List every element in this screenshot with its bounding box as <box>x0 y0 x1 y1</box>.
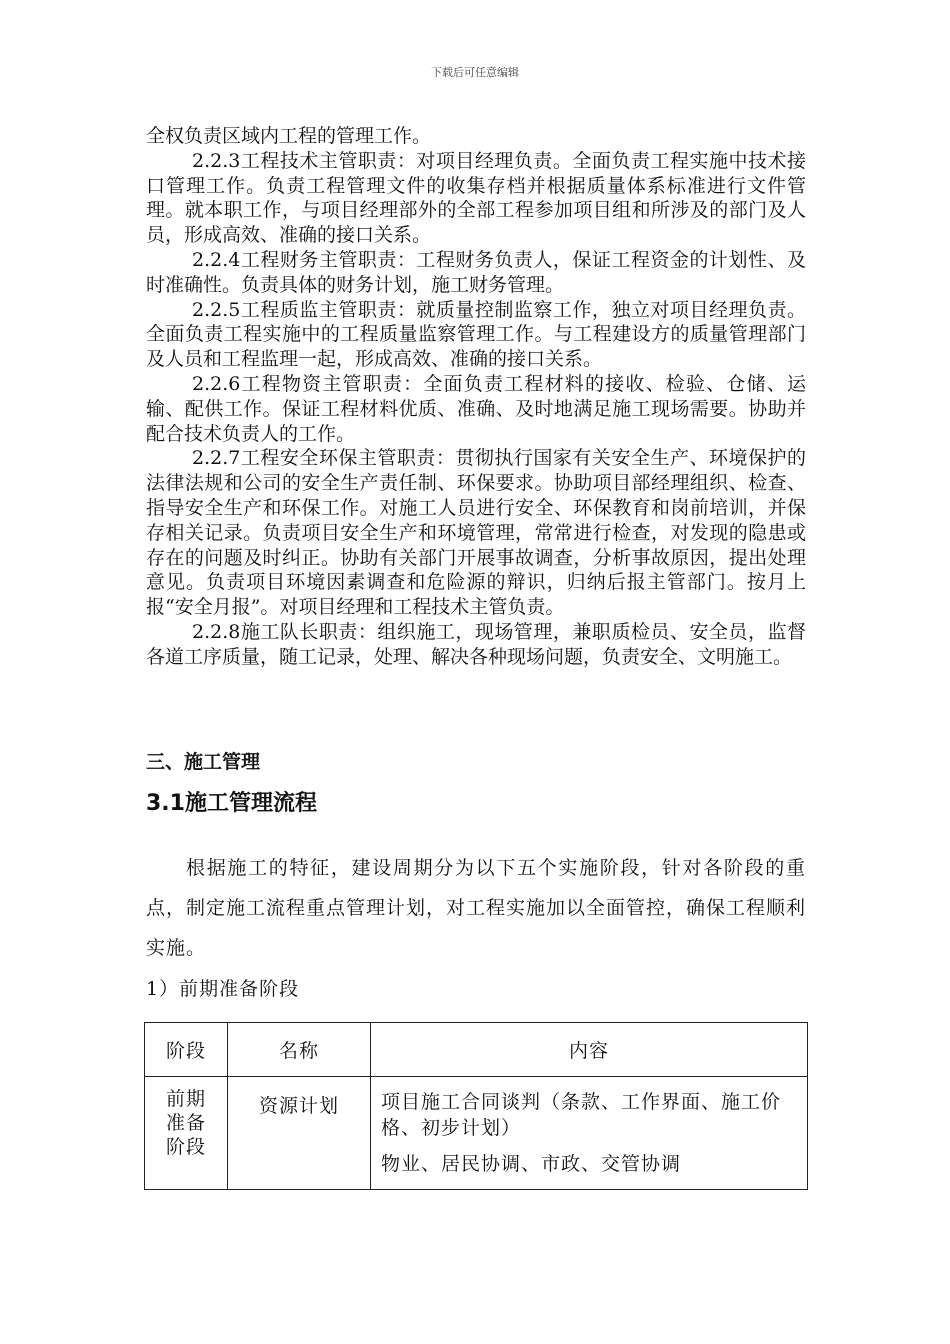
header-name: 名称 <box>228 1023 371 1077</box>
paragraph-2-2-7: 2.2.7工程安全环保主管职责：贯彻执行国家有关安全生产、环境保护的法律法规和公司的安全生产责任制、环保要求。协助项目部经理组织、检查、指导安全生产和环保工作。对施工人员进行安全、环保教育和岗前培训，并保存相关记录。负责项目安全生产和环境管理，常常进行检查，对发现的隐患或存在的问题及时纠正。协助有关部门开展事故调查，分析事故原因，提出处理意见。负责项目环境因素调查和危险源的辩识，归纳后报主管部门。按月上报“安全月报”。对项目经理和工程技术主管负责。 <box>146 447 806 619</box>
paragraph-2-2-5: 2.2.5工程质监主管职责：就质量控制监察工作，独立对项目经理负责。全面负责工程实施中的工程质量监察管理工作。与工程建设方的质量管理部门及人员和工程监理一起，形成高效、准确的接口关系。 <box>146 298 806 371</box>
content-line: 项目施工合同谈判（条款、工作界面、施工价格、初步计划） <box>381 1091 782 1139</box>
header-phase: 阶段 <box>145 1023 228 1077</box>
paragraph-continuation: 全权负责区域内工程的管理工作。 <box>146 125 432 147</box>
body-text <box>146 124 806 670</box>
intro-paragraph: 根据施工的特征，建设周期分为以下五个实施阶段，针对各阶段的重点，制定施工流程重点管理计划，对工程实施加以全面管控，确保工程顺利实施。 <box>146 857 807 959</box>
paragraph-2-2-6: 2.2.6工程物资主管职责：全面负责工程材料的接收、检验、仓储、运输、配供工作。保证工程材料优质、准确、及时地满足施工现场需要。协助并配合技术负责人的工作。 <box>146 372 806 445</box>
cell-name: 资源计划 <box>228 1077 371 1190</box>
subsection-heading: 3.1施工管理流程 <box>146 791 317 816</box>
table-row <box>145 1077 808 1190</box>
table-header-row <box>145 1023 808 1077</box>
cell-phase <box>145 1077 228 1190</box>
phase-text: 前期准备阶段 <box>165 1088 206 1158</box>
section-heading: 三、施工管理 <box>146 751 261 773</box>
paragraph-2-2-4: 2.2.4工程财务主管职责：工程财务负责人，保证工程资金的计划性、及时准确性。负责具体的财务计划，施工财务管理。 <box>146 248 806 296</box>
content-line: 物业、居民协调、市政、交管协调 <box>381 1153 682 1175</box>
paragraph-2-2-8: 2.2.8施工队长职责：组织施工，现场管理，兼职质检员、安全员，监督各道工序质量，随工记录，处理、解决各种现场问题，负责安全、文明施工。 <box>146 620 806 668</box>
phase-label: 1）前期准备阶段 <box>146 978 300 1000</box>
paragraph-2-2-3: 2.2.3工程技术主管职责：对项目经理负责。全面负责工程实施中技术接口管理工作。负责工程管理文件的收集存档并根据质量体系标准进行文件管理。就本职工作，与项目经理部外的全部工程参加项目组和所涉及的部门及人员，形成高效、准确的接口关系。 <box>146 149 806 247</box>
phase-table <box>144 1022 808 1190</box>
page-header: 下载后可任意编辑 <box>431 66 519 79</box>
cell-content <box>371 1077 808 1190</box>
header-content: 内容 <box>371 1023 808 1077</box>
